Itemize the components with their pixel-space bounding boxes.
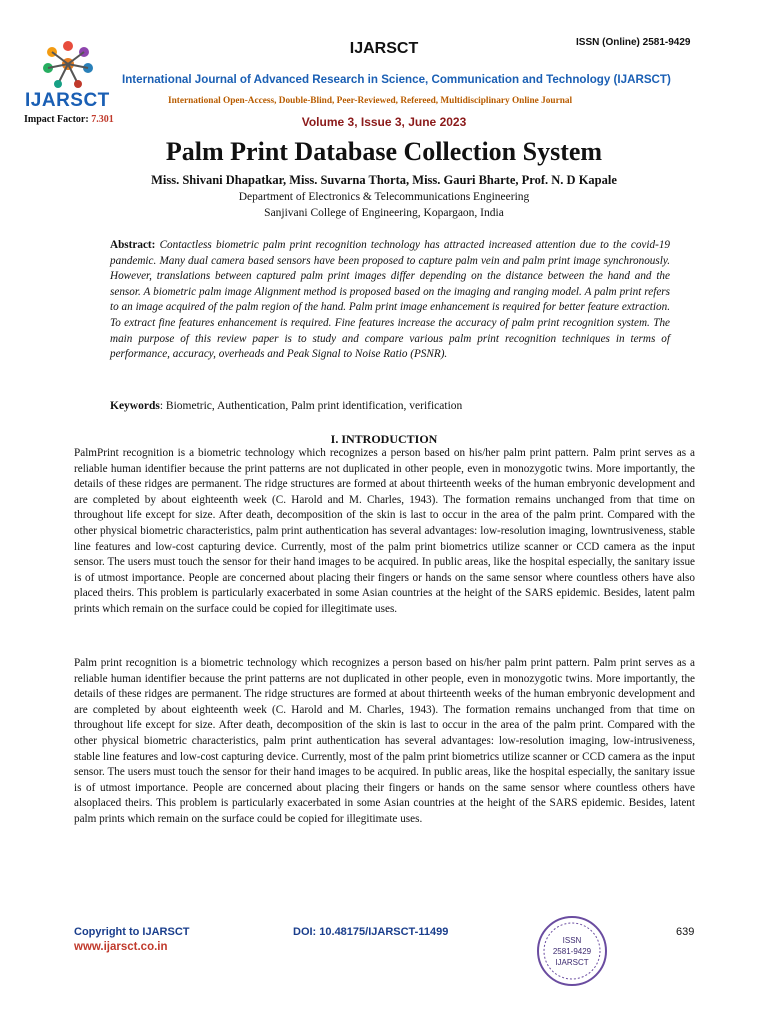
- logo-text: IJARSCT: [25, 90, 110, 111]
- impact-factor-value: 7.301: [91, 114, 114, 125]
- author-college: Sanjivani College of Engineering, Kopargaon, India: [264, 207, 504, 219]
- journal-name: International Journal of Advanced Research in Science, Communication and Technology (IJARSCT): [122, 73, 671, 86]
- keywords-text: : Biometric, Authentication, Palm print identification, verification: [159, 400, 463, 412]
- section-heading: I. INTRODUCTION: [330, 432, 438, 446]
- paper-title: Palm Print Database Collection System: [165, 137, 603, 166]
- journal-brand: IJARSCT: [349, 40, 419, 57]
- seal-line-3: IJARSCT: [555, 958, 589, 967]
- website-link[interactable]: www.ijarsct.co.in: [74, 941, 168, 953]
- seal-line-1: ISSN: [562, 936, 582, 945]
- volume-issue: Volume 3, Issue 3, June 2023: [301, 115, 467, 129]
- journal-description: International Open-Access, Double-Blind, Peer-Reviewed, Refereed, Multidisciplinary Online Journal: [168, 96, 573, 106]
- intro-paragraph-1: PalmPrint recognition is a biometric technology which recognizes a person based on his/her palm print pattern. Palm print serves as a reliable human identifier because the print patterns are not duplicated in other people, even in monozygotic twins. More importantly, the details of these ridges are permanent. The ridge structures are formed at about thirteenth weeks of the human embryonic development and are completed by about eighteenth week (C. Harold and M. Charles, 1943). The formation remains unchanged from that time on throughout life except for size. After death, decomposition of the skin is last to occur in the area of the palm print. Compared with the other physical biometric characteristics, palm print authentication has several advantages: low-resolution imaging, lowntrusiveness, stable line features and low-cost capturing device. Currently, most of the palm print biometrics utilize scanner or CCD camera as the input sensor. The users must touch the sensor for their hand images to be acquired. In public areas, like the hospital especially, the sanitary issue is of utmost importance. People are concerned about placing their fingers or hands on the same sensor where countless others have also placed theirs. This problem is particularly exacerbated in some Asian countries at the height of the SARS epidemic. Besides, latent palm prints which remain on the surface could be copied for illegitimate uses.: [74, 447, 695, 615]
- abstract-text: Contactless biometric palm print recognition technology has attracted increased attention due to the covid-19 pandemic. Many dual camera based sensors have been proposed to capture palm vein and palm print image synchronously. However, translations between captured palm print images differ depending on the distance between the hand and the sensor. A biometric palm image Alignment method is proposed based on the imaging and ranging model. A palm print refers to an image acquired of the palm region of the hand. Palm print image enhancement is required for better feature extraction. To extract fine features enhancement is required. Fine features increase the accuracy of palm print recognition system. The main purpose of this review paper is to study and compare various palm print recognition techniques in terms of performance, accuracy, overheads and Peak Signal to Noise Ratio (PSNR).: [110, 239, 671, 361]
- abstract: [110, 238, 670, 363]
- issn-seal-icon: [536, 915, 608, 987]
- author-department: Department of Electronics & Telecommunications Engineering: [238, 191, 530, 203]
- copyright-notice: Copyright to IJARSCT: [74, 926, 190, 938]
- page-number: 639: [676, 926, 695, 938]
- keywords-label: Keywords: [110, 400, 160, 412]
- intro-paragraph-2: Palm print recognition is a biometric technology which recognizes a person based on his/her palm print pattern. Palm print serves as a reliable human identifier because the print patterns are not duplicated in other people, even in monozygotic twins. More importantly, the details of these ridges are permanent. The ridge structures are formed at about thirteenth weeks of the human embryonic development and are completed by about eighteenth week (C. Harold and M. Charles, 1943). The formation remains unchanged from that time on throughout life except for size. After death, decomposition of the skin is last to occur in the area of the palm print. Compared with the other physical biometric characteristics, palm print authentication has several advantages: low-resolution imaging, low-intrusiveness, stable line features and low-cost capturing device. Currently, most of the palm print biometrics utilize scanner or CCD camera as the input sensor. The users must touch the sensor for their hand images to be acquired. In public areas, like the hospital especially, the sanitary issue is of utmost importance. People are concerned about placing their fingers or hands on the same sensor where countless others have alsoplaced theirs. This problem is particularly exacerbated in some Asian countries at the height of the SARS epidemic. Besides, latent palm prints which remain on the surface could be copied for illegitimate uses.: [74, 657, 695, 825]
- issn-label: ISSN (Online) 2581-9429: [576, 37, 691, 48]
- doi-label: DOI: 10.48175/IJARSCT-11499: [293, 926, 449, 938]
- paper-authors: Miss. Shivani Dhapatkar, Miss. Suvarna Thorta, Miss. Gauri Bharte, Prof. N. D Kapale: [151, 173, 617, 187]
- impact-factor-label: Impact Factor:: [24, 114, 92, 125]
- keywords: [110, 400, 670, 412]
- seal-line-2: 2581-9429: [552, 947, 592, 956]
- abstract-label: Abstract:: [110, 239, 156, 251]
